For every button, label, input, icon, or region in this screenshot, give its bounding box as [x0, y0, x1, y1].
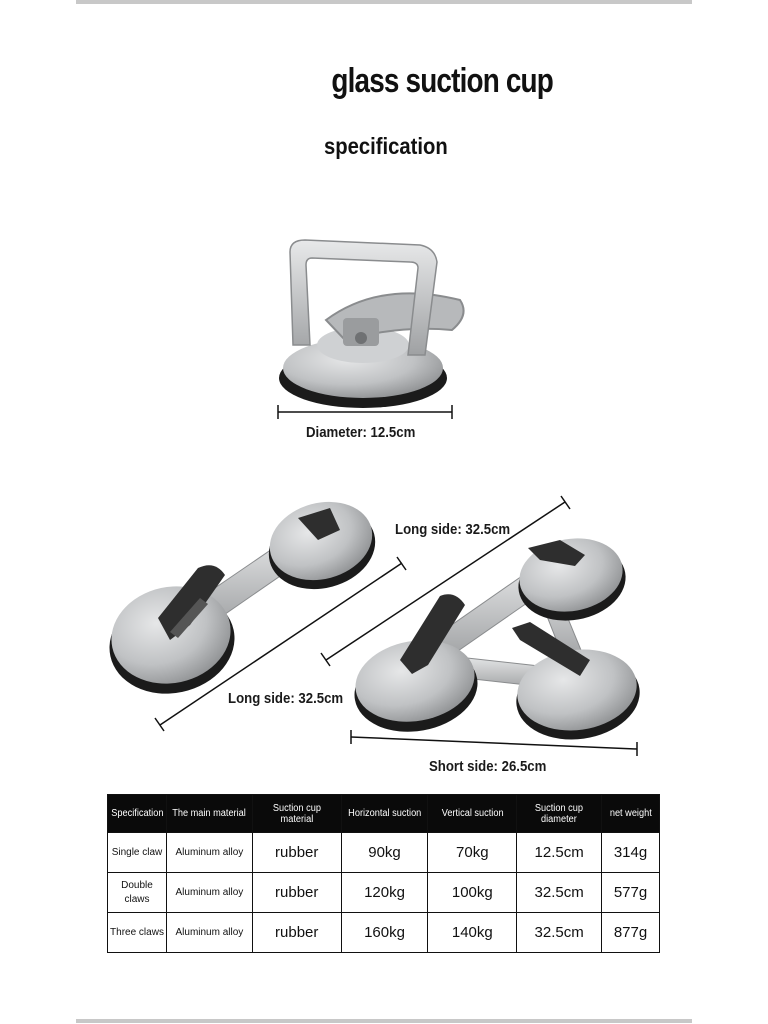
table-cell: 877g	[602, 913, 660, 953]
table-header-cell: Suction cup material	[252, 795, 341, 833]
table-cell: 100kg	[428, 873, 517, 913]
table-header-cell: Vertical suction	[428, 795, 517, 833]
table-cell: rubber	[252, 873, 341, 913]
table-cell: 90kg	[341, 833, 428, 873]
table-cell: Aluminum alloy	[166, 833, 252, 873]
table-cell: Double claws	[108, 873, 167, 913]
double-claw-image	[100, 491, 385, 705]
table-header-cell: Suction cup diameter	[517, 795, 602, 833]
long-side-right-label: Long side: 32.5cm	[395, 521, 511, 538]
table-cell: rubber	[252, 913, 341, 953]
table-cell: 577g	[602, 873, 660, 913]
table-cell: Aluminum alloy	[166, 873, 252, 913]
bottom-divider	[76, 1019, 692, 1023]
short-side-label: Short side: 26.5cm	[429, 758, 547, 775]
table-cell: 70kg	[428, 833, 517, 873]
table-row	[108, 873, 660, 913]
table-header-row	[108, 795, 660, 833]
table-header-cell: Specification	[108, 795, 167, 833]
single-cup-image	[279, 240, 464, 408]
table-cell: 32.5cm	[517, 873, 602, 913]
table-header-cell: net weight	[602, 795, 660, 833]
table-cell: Aluminum alloy	[166, 913, 252, 953]
table-cell: 120kg	[341, 873, 428, 913]
table-row	[108, 833, 660, 873]
three-claw-image	[348, 531, 646, 748]
table-header-cell: Horizontal suction	[341, 795, 428, 833]
table-cell: rubber	[252, 833, 341, 873]
table-cell: 140kg	[428, 913, 517, 953]
page-title: glass suction cup	[331, 62, 553, 100]
long-side-left-label: Long side: 32.5cm	[228, 690, 344, 707]
diameter-label: Diameter: 12.5cm	[306, 424, 416, 441]
table-cell: Single claw	[108, 833, 167, 873]
table-cell: 314g	[602, 833, 660, 873]
table-header-cell: The main material	[166, 795, 252, 833]
table-row	[108, 913, 660, 953]
table-cell: 160kg	[341, 913, 428, 953]
specification-table	[107, 794, 660, 953]
table-cell: Three claws	[108, 913, 167, 953]
table-cell: 12.5cm	[517, 833, 602, 873]
page-subtitle: specification	[324, 133, 448, 159]
table-cell: 32.5cm	[517, 913, 602, 953]
